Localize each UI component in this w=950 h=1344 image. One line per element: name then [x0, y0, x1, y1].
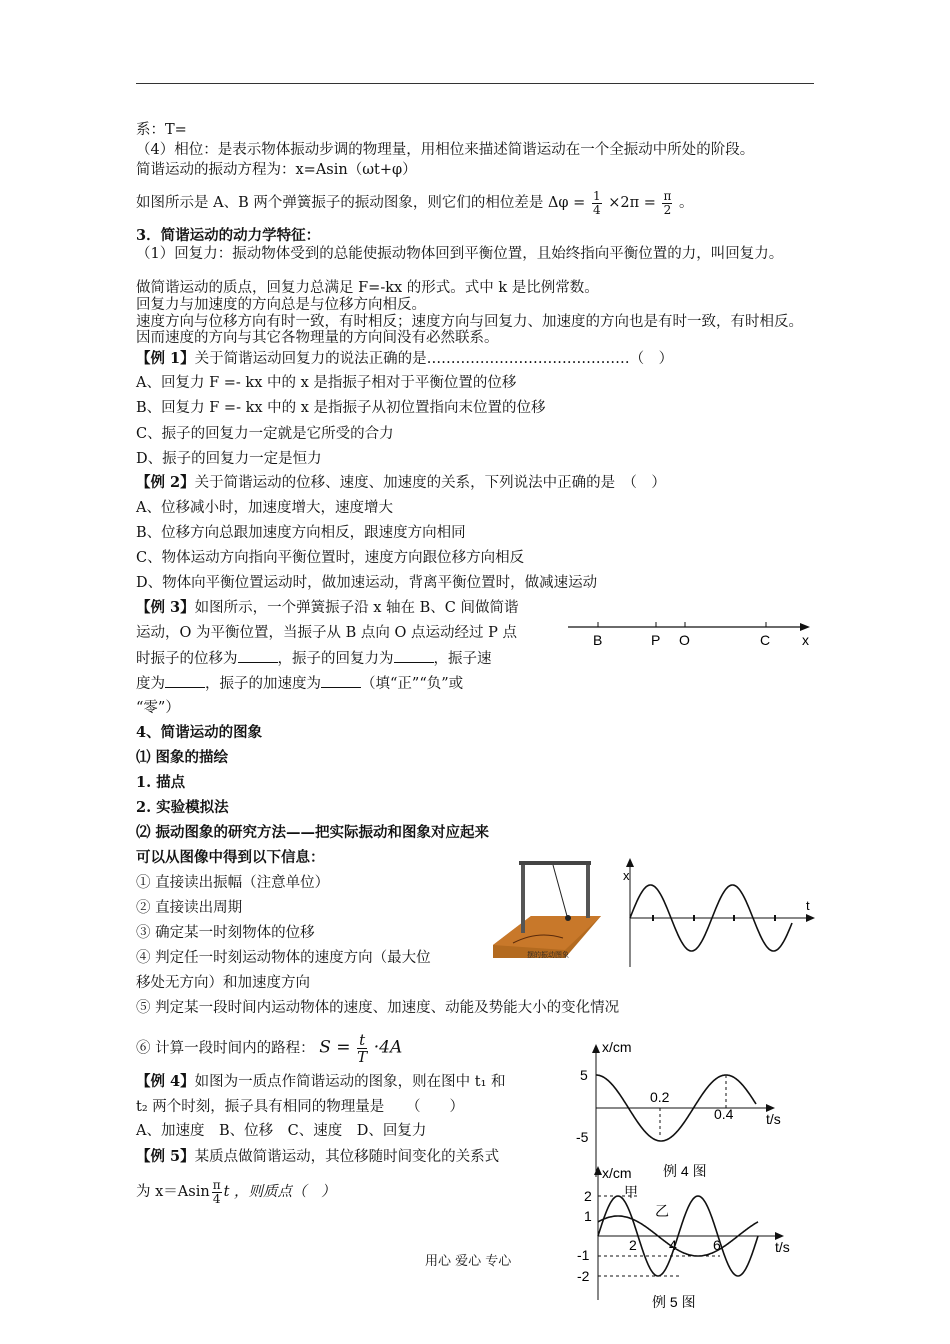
figure-caption: 例 4 图 — [663, 1163, 707, 1179]
point-label: B — [593, 632, 603, 648]
example-3-line: 运动，O 为平衡位置，当振子从 B 点向 O 点运动经过 P 点 — [136, 625, 517, 641]
axis-label: t/s — [766, 1111, 781, 1127]
list-item: ④ 判定任一时刻运动物体的速度方向（最大位 — [136, 950, 431, 966]
text-span: ×2π = — [608, 195, 656, 211]
arrow-head — [592, 1044, 600, 1053]
axis-label: x — [623, 868, 630, 883]
option-a: A、回复力 F =- kx 中的 x 是指振子相对于平衡位置的位移 — [136, 375, 517, 391]
example-5-line — [136, 1175, 336, 1209]
example-tag: 【例 4】 — [136, 1073, 195, 1090]
text-span: 度为 — [136, 676, 165, 692]
den: 4 — [592, 202, 601, 217]
axis-label: t — [806, 898, 810, 913]
tick-label: 6 — [713, 1237, 721, 1253]
option-d: D、振子的回复力一定是恒力 — [136, 451, 322, 467]
header-rule — [136, 83, 814, 84]
text-span: 。 — [678, 195, 694, 211]
example-4-options: A、加速度 B、位移 C、速度 D、回复力 — [136, 1123, 427, 1139]
subheading: 2. 实验模拟法 — [136, 799, 229, 816]
list-item: ① 直接读出振幅（注意单位） — [136, 875, 330, 891]
example-3-line — [136, 599, 519, 617]
tick-label: -5 — [576, 1129, 589, 1145]
stand-bar — [519, 861, 591, 865]
formula-s: S = — [319, 1037, 351, 1058]
example-3-line — [136, 675, 463, 693]
fraction — [662, 190, 672, 217]
answer-blank[interactable] — [321, 675, 361, 688]
text-span: ⑥ 计算一段时间内的路程： — [136, 1040, 315, 1057]
vibration-graph — [610, 855, 820, 973]
axis-label: x — [802, 632, 809, 648]
num: t — [359, 1031, 366, 1049]
point-label: O — [679, 632, 690, 648]
subheading: ⑴ 图象的描绘 — [136, 749, 229, 766]
tick-label: 4 — [669, 1237, 677, 1253]
axis-label: t/s — [775, 1239, 790, 1255]
subheading: ⑵ 振动图象的研究方法——把实际振动和图象对应起来 — [136, 824, 490, 841]
axis-label: x/cm — [602, 1165, 632, 1181]
formula-rest: ·4A — [373, 1037, 403, 1058]
tick-label: 2 — [629, 1237, 637, 1253]
example-3-line — [136, 650, 492, 668]
example-3-line: “零”） — [136, 700, 180, 716]
option-c: C、物体运动方向指向平衡位置时，速度方向跟位移方向相反 — [136, 550, 525, 566]
option-d: D、物体向平衡位置运动时，做加速运动，背离平衡位置时，做减速运动 — [136, 575, 598, 591]
figure-caption: 例 5 图 — [652, 1294, 696, 1310]
text-span: ，振子的加速度为 — [205, 676, 321, 692]
question-text: 关于简谐运动回复力的说法正确的是……………………………………（ ） — [194, 351, 674, 367]
pendulum-bob — [565, 915, 571, 921]
photo-caption: 摆的振动图象 — [527, 952, 569, 959]
den: T — [357, 1048, 368, 1066]
den: 2 — [663, 202, 672, 217]
den: 4 — [212, 1191, 221, 1206]
text-span: 时振子的位移为 — [136, 651, 238, 667]
arrow-head — [800, 623, 810, 631]
paragraph: 速度方向与位移方向有时一致，有时相反；速度方向与回复力、加速度的方向也是有时一致，有时相反。因而速度的方向与其它各物理量的方向间没有必然联系。 — [136, 314, 803, 346]
arrow-head — [594, 1166, 602, 1175]
subheading: 可以从图像中得到以下信息： — [136, 849, 325, 866]
x-axis-diagram — [560, 612, 820, 662]
answer-blank[interactable] — [165, 675, 205, 688]
text-span: 如图所示是 A、B 两个弹簧振子的振动图象，则它们的相位差是 Δφ = — [136, 195, 586, 211]
stand-post — [521, 863, 525, 933]
example-tag: 【例 5】 — [136, 1148, 195, 1165]
example-tag: 【例 3】 — [136, 599, 195, 616]
point-label: C — [760, 632, 771, 648]
tick-label: -1 — [577, 1247, 590, 1263]
tick-label: 1 — [584, 1208, 592, 1224]
tick-label: 0.4 — [714, 1106, 734, 1122]
example-1-question — [136, 350, 673, 368]
text-line: （4）相位：是表示物体振动步调的物理量，用相位来描述简谐运动在一个全振动中所处的阶段。 — [136, 142, 755, 158]
pendulum-photo — [493, 858, 601, 968]
paragraph: （1）回复力：振动物体受到的总能使振动物体回到平衡位置，且始终指向平衡位置的力，叫回复力。 — [136, 246, 784, 262]
point-label: P — [651, 632, 661, 648]
answer-blank[interactable] — [238, 650, 278, 663]
example-tag: 【例 2】 — [136, 474, 195, 491]
text-span: 为 x＝Asin — [136, 1184, 210, 1200]
text-span: ，振子的回复力为 — [277, 651, 394, 667]
example-5-line — [136, 1148, 499, 1166]
num: π — [663, 188, 672, 203]
fraction — [592, 190, 602, 217]
list-item: ③ 确定某一时刻物体的位移 — [136, 925, 315, 941]
text-line: 简谐运动的振动方程为：x=Asin（ωt+φ） — [136, 162, 417, 178]
num: 1 — [592, 188, 601, 203]
arrow-head — [806, 914, 815, 922]
tick-label: 5 — [580, 1067, 588, 1083]
option-b: B、位移方向总跟加速度方向相反，跟速度方向相同 — [136, 525, 466, 541]
example-tag: 【例 1】 — [136, 350, 195, 367]
list-item: 移处无方向）和加速度方向 — [136, 975, 310, 991]
answer-blank[interactable] — [394, 650, 434, 663]
list-item — [136, 1032, 402, 1065]
axis-label: x/cm — [602, 1039, 632, 1055]
phase-line — [136, 186, 693, 220]
section-heading: 4、简谐运动的图象 — [136, 724, 263, 741]
list-item: ② 直接读出周期 — [136, 900, 243, 916]
num: π — [212, 1177, 221, 1192]
example-4-line: t₂ 两个时刻，振子具有相同的物理量是 （ ） — [136, 1099, 464, 1115]
option-c: C、振子的回复力一定就是它所受的合力 — [136, 426, 394, 442]
curve-label: 甲 — [624, 1184, 638, 1200]
question-text: 关于简谐运动的位移、速度、加速度的关系，下列说法中正确的是 （ ） — [194, 475, 666, 491]
text-line: 系：T= — [136, 122, 187, 138]
text-span: 如图所示，一个弹簧振子沿 x 轴在 B、C 间做简谐 — [194, 600, 519, 616]
option-b: B、回复力 F =- kx 中的 x 是指振子从初位置指向末位置的位移 — [136, 400, 546, 416]
list-item: ⑤ 判定某一段时间内运动物体的速度、加速度、动能及势能大小的变化情况 — [136, 1000, 620, 1016]
example-4-line — [136, 1073, 506, 1091]
arrow-head — [626, 858, 634, 867]
curve-label: 乙 — [655, 1203, 669, 1219]
pendulum-string — [553, 865, 567, 916]
paragraph: 回复力与加速度的方向总是与位移方向相反。 — [136, 297, 426, 313]
subheading: 1. 描点 — [136, 774, 186, 791]
fraction — [357, 1032, 367, 1065]
example-2-question — [136, 474, 666, 492]
tick-label: 0.2 — [650, 1089, 670, 1105]
tick-label: 2 — [584, 1188, 592, 1204]
text-span: ，振子速 — [433, 651, 492, 667]
tick-label: -2 — [577, 1268, 590, 1284]
fraction — [212, 1179, 222, 1206]
option-a: A、位移减小时，加速度增大，速度增大 — [136, 500, 393, 516]
text-span: t ，则质点（ ） — [223, 1184, 336, 1200]
stand-post — [586, 863, 590, 918]
text-span: 如图为一质点作简谐运动的图象，则在图中 t₁ 和 — [194, 1074, 506, 1090]
text-span: 某质点做简谐运动，其位移随时间变化的关系式 — [194, 1149, 500, 1165]
example-5-graph — [572, 1160, 802, 1315]
text-span: （填“正”“负”或 — [361, 676, 464, 692]
section-heading: 3．简谐运动的动力学特征： — [136, 227, 321, 244]
footer-text: 用心 爱心 专心 — [425, 1254, 512, 1269]
paragraph: 做简谐运动的质点，回复力总满足 F=-kx 的形式。式中 k 是比例常数。 — [136, 280, 599, 296]
